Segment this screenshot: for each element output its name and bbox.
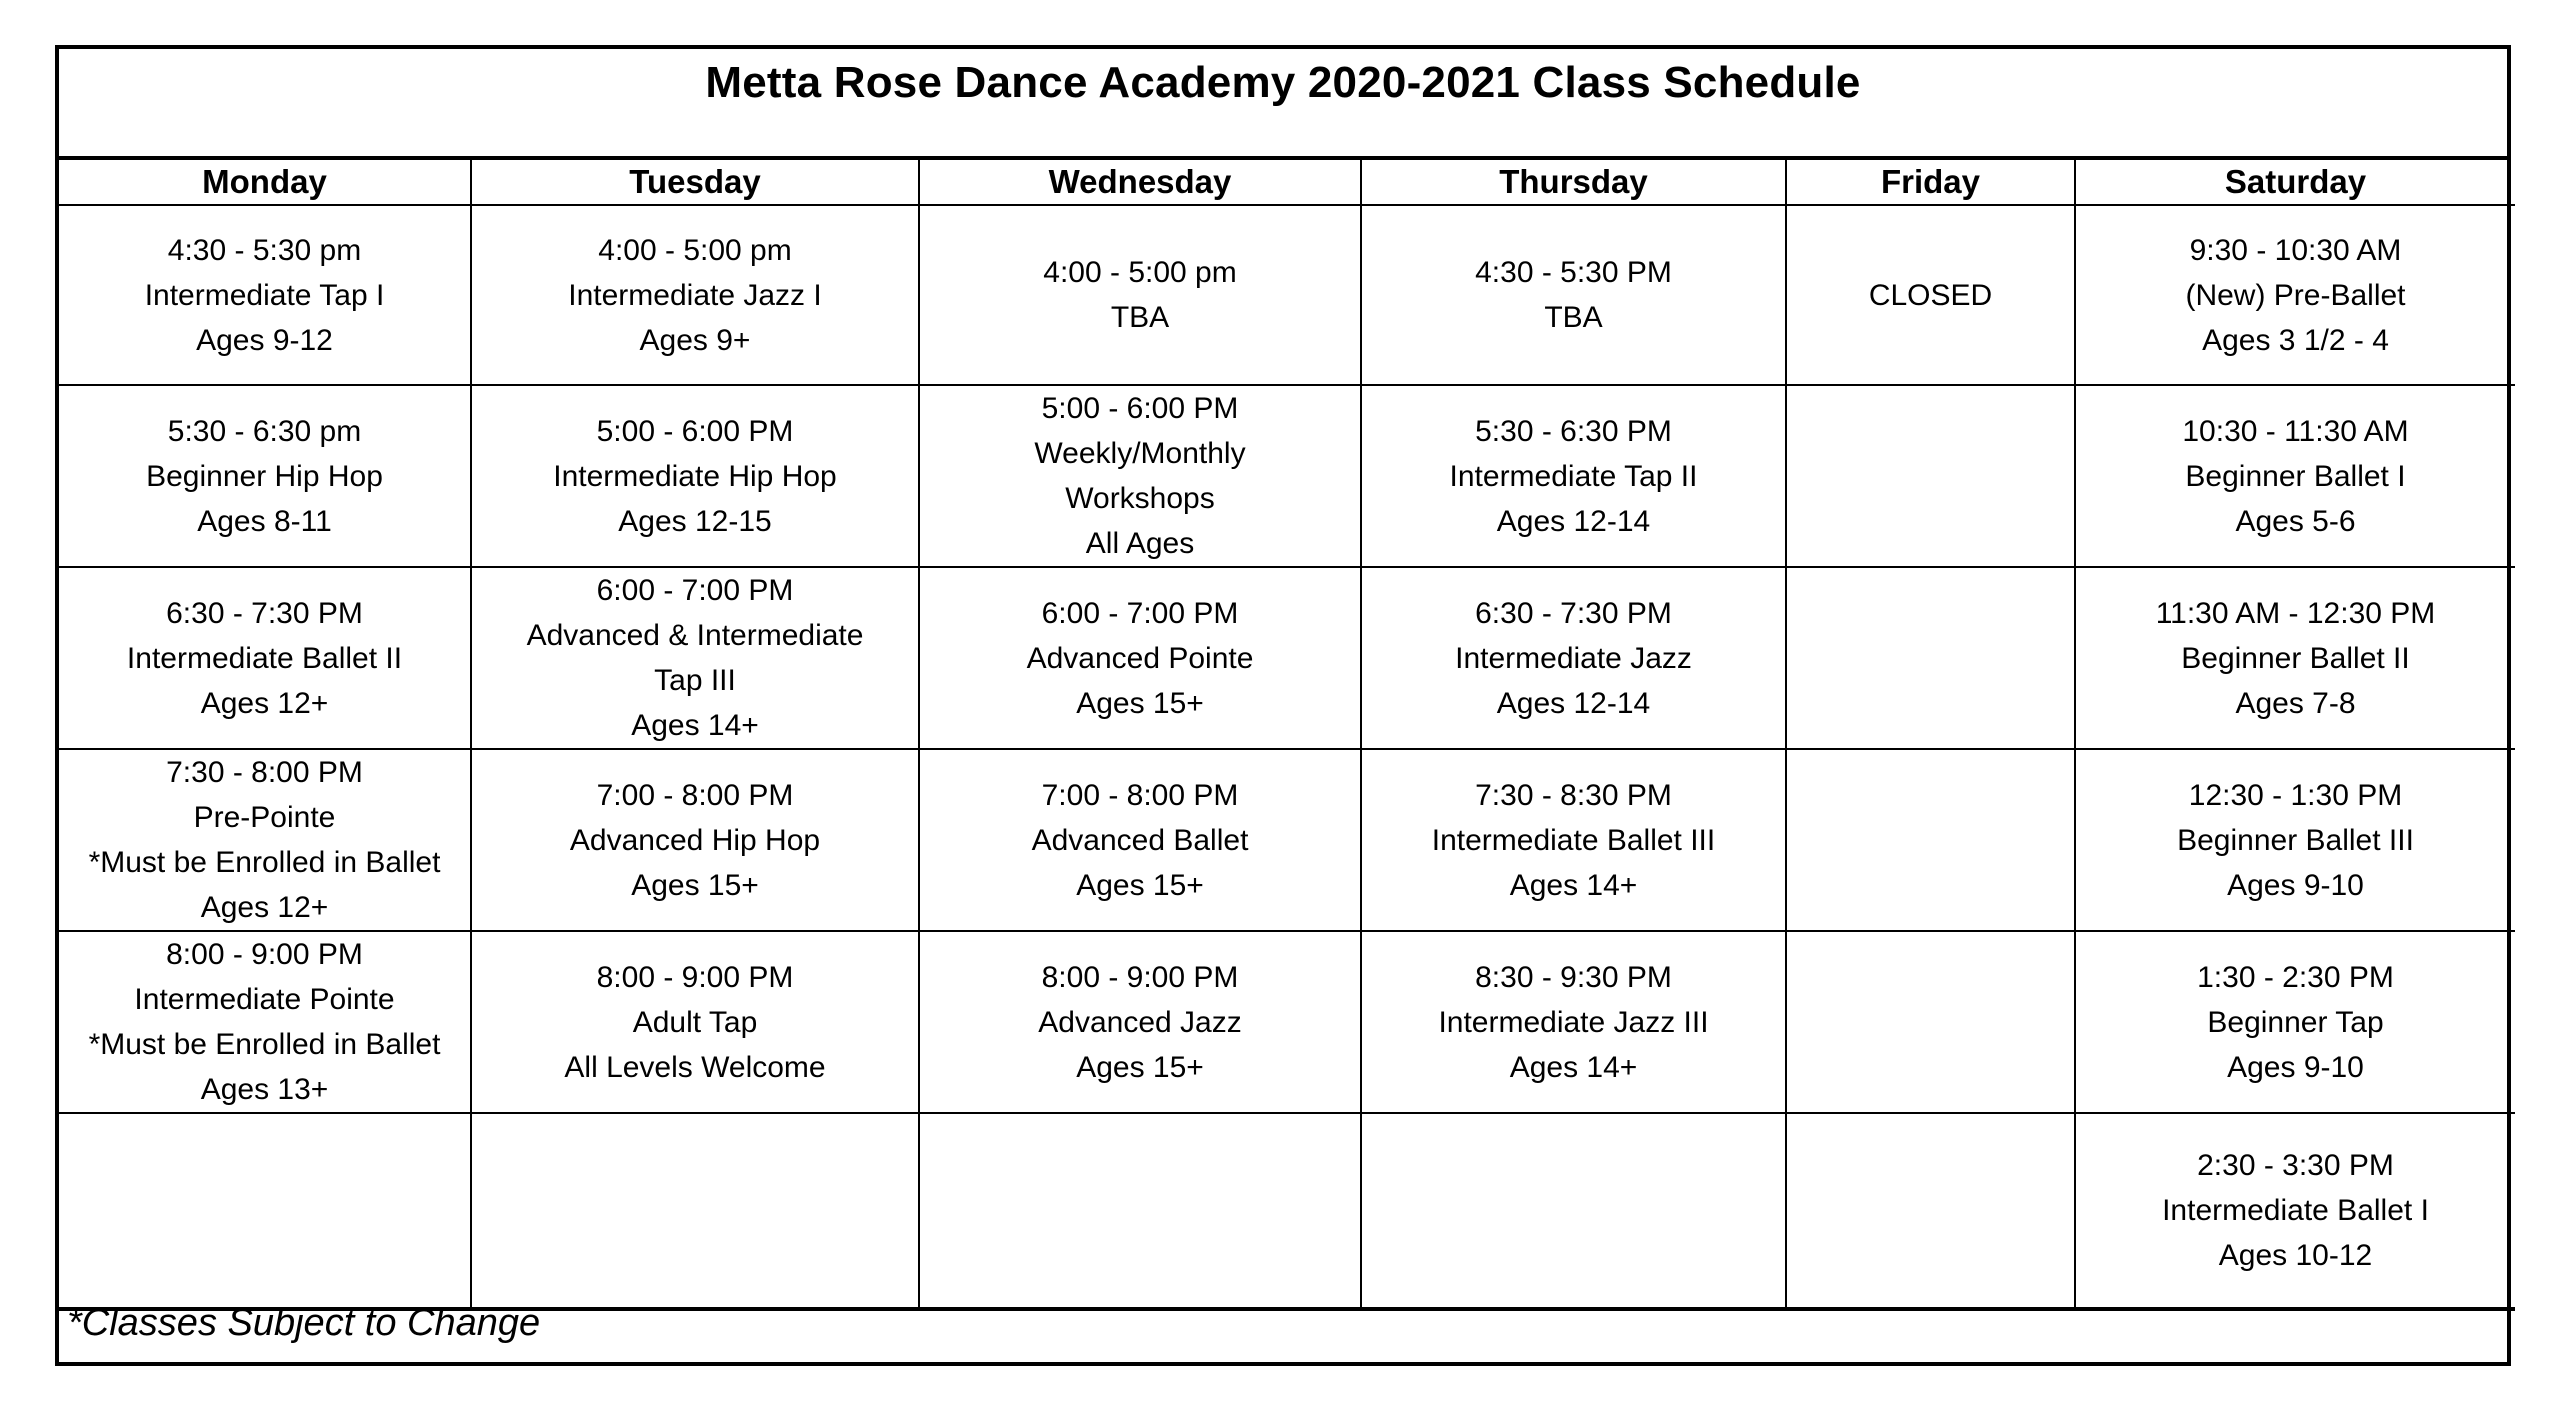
- class-detail: Ages 14+: [631, 709, 759, 742]
- class-time: 7:30 - 8:30 PM: [1475, 778, 1672, 812]
- class-time: 7:00 - 8:00 PM: [1041, 778, 1239, 812]
- class-cell-monday: [59, 385, 471, 567]
- title-bar: [59, 49, 2507, 160]
- class-entry: [1362, 591, 1785, 726]
- day-header-monday: Monday: [59, 160, 471, 205]
- class-time: 6:30 - 7:30 PM: [166, 596, 363, 630]
- schedule-row: [59, 931, 2515, 1113]
- class-detail: Workshops: [1065, 482, 1215, 515]
- class-cell-friday: [1786, 931, 2075, 1113]
- class-time: 9:30 - 10:30 AM: [2189, 233, 2402, 267]
- schedule-row: [59, 749, 2515, 931]
- class-cell-tuesday: [471, 931, 919, 1113]
- class-cell-friday: [1786, 385, 2075, 567]
- class-detail: Ages 9-12: [196, 323, 333, 357]
- class-time: 4:30 - 5:30 PM: [1475, 256, 1672, 289]
- class-detail: Beginner Ballet I: [2185, 459, 2406, 493]
- class-detail: Ages 9+: [639, 323, 751, 357]
- class-detail: Ages 15+: [1076, 868, 1204, 902]
- class-detail: Intermediate Ballet I: [2162, 1194, 2429, 1227]
- footer-note: *Classes Subject to Change: [67, 1302, 541, 1344]
- class-cell-monday: [59, 749, 471, 931]
- class-time: 8:00 - 9:00 PM: [596, 960, 794, 994]
- schedule-row: [59, 385, 2515, 567]
- class-entry: [1362, 250, 1785, 340]
- class-time: 6:30 - 7:30 PM: [1475, 596, 1672, 630]
- class-entry: [2076, 409, 2515, 544]
- schedule-row: [59, 1113, 2515, 1309]
- class-cell-thursday: [1361, 385, 1786, 567]
- class-detail: Intermediate Jazz III: [1438, 1005, 1709, 1039]
- class-entry: [59, 409, 470, 544]
- class-entry: [472, 228, 918, 363]
- class-entry: [59, 932, 470, 1112]
- schedule-body: [59, 205, 2515, 1309]
- class-entry: [2076, 228, 2515, 363]
- class-cell-monday: [59, 205, 471, 385]
- class-detail: TBA: [1110, 301, 1170, 334]
- class-detail: Ages 13+: [200, 1073, 329, 1106]
- class-entry: [1362, 955, 1785, 1090]
- class-detail: All Ages: [1085, 527, 1195, 560]
- class-time: 7:30 - 8:00 PM: [166, 756, 363, 789]
- class-cell-saturday: [2075, 567, 2515, 749]
- class-cell-tuesday: [471, 749, 919, 931]
- class-cell-wednesday: [919, 205, 1361, 385]
- class-cell-wednesday: [919, 385, 1361, 567]
- class-detail: Ages 15+: [1076, 1050, 1204, 1084]
- class-entry: [472, 773, 918, 908]
- class-time: 8:00 - 9:00 PM: [1041, 960, 1239, 994]
- class-detail: Beginner Ballet III: [2177, 823, 2414, 857]
- class-detail: Advanced Jazz: [1038, 1005, 1242, 1039]
- class-time: 5:00 - 6:00 PM: [1041, 392, 1239, 425]
- day-header-wednesday: Wednesday: [919, 160, 1361, 205]
- class-cell-friday: [1786, 749, 2075, 931]
- class-cell-tuesday: [471, 1113, 919, 1309]
- schedule-row: [59, 567, 2515, 749]
- class-detail: Intermediate Ballet II: [126, 641, 403, 675]
- class-detail: Beginner Tap: [2207, 1005, 2384, 1039]
- class-detail: Intermediate Hip Hop: [553, 459, 837, 493]
- class-time: 4:00 - 5:00 pm: [598, 233, 792, 267]
- class-detail: Adult Tap: [632, 1005, 758, 1039]
- class-detail: Intermediate Tap II: [1449, 459, 1698, 493]
- class-time: 6:00 - 7:00 PM: [1041, 596, 1239, 630]
- class-detail: TBA: [1544, 301, 1603, 334]
- class-detail: Ages 12+: [200, 891, 329, 924]
- class-time: 8:30 - 9:30 PM: [1475, 960, 1672, 994]
- class-detail: Ages 12-14: [1496, 504, 1651, 538]
- class-detail: Ages 7-8: [2235, 686, 2356, 720]
- class-cell-saturday: [2075, 749, 2515, 931]
- class-cell-saturday: [2075, 205, 2515, 385]
- class-cell-wednesday: [919, 1113, 1361, 1309]
- class-detail: Beginner Hip Hop: [146, 459, 383, 493]
- class-cell-wednesday: [919, 931, 1361, 1113]
- day-header-row: [59, 160, 2515, 205]
- class-time: 8:00 - 9:00 PM: [166, 938, 363, 971]
- class-detail: *Must be Enrolled in Ballet: [88, 1028, 441, 1061]
- class-cell-saturday: [2075, 931, 2515, 1113]
- class-detail: Ages 12-15: [618, 504, 772, 538]
- class-entry: [472, 955, 918, 1090]
- class-detail: Advanced Hip Hop: [569, 823, 821, 857]
- class-detail: Ages 9-10: [2227, 1050, 2364, 1084]
- class-detail: Beginner Ballet II: [2181, 641, 2410, 675]
- class-detail: (New) Pre-Ballet: [2185, 278, 2406, 312]
- class-time: 1:30 - 2:30 PM: [2197, 960, 2394, 994]
- class-entry: [920, 773, 1360, 908]
- class-cell-wednesday: [919, 749, 1361, 931]
- class-time: 2:30 - 3:30 PM: [2197, 1149, 2394, 1182]
- class-detail: Intermediate Pointe: [134, 983, 395, 1016]
- class-cell-tuesday: [471, 385, 919, 567]
- class-detail: Ages 3 1/2 - 4: [2202, 323, 2389, 357]
- day-header-saturday: Saturday: [2075, 160, 2515, 205]
- class-cell-tuesday: [471, 205, 919, 385]
- class-detail: Ages 14+: [1509, 868, 1638, 902]
- class-detail: Ages 5-6: [2235, 504, 2356, 538]
- class-detail: Advanced & Intermediate: [526, 619, 864, 652]
- class-detail: Ages 12+: [200, 686, 329, 720]
- class-entry: [920, 250, 1360, 340]
- class-entry: [1362, 409, 1785, 544]
- class-time: 10:30 - 11:30 AM: [2182, 414, 2409, 448]
- class-detail: Ages 15+: [631, 868, 759, 902]
- class-time: 6:00 - 7:00 PM: [596, 574, 794, 607]
- class-detail: Advanced Ballet: [1031, 823, 1249, 857]
- class-cell-saturday: [2075, 385, 2515, 567]
- class-detail: *Must be Enrolled in Ballet: [88, 846, 441, 879]
- class-detail: Advanced Pointe: [1026, 641, 1254, 675]
- class-time: 4:30 - 5:30 pm: [167, 233, 362, 267]
- schedule-table: [59, 160, 2515, 1311]
- class-entry: [59, 750, 470, 930]
- day-header-friday: Friday: [1786, 160, 2075, 205]
- schedule-sheet: [55, 45, 2511, 1366]
- class-time: 5:30 - 6:30 PM: [1475, 414, 1672, 448]
- class-detail: Intermediate Jazz: [1455, 641, 1692, 675]
- class-time: 7:00 - 8:00 PM: [596, 778, 794, 812]
- class-cell-monday: [59, 567, 471, 749]
- class-detail: Intermediate Tap I: [144, 278, 385, 312]
- class-entry: [1362, 773, 1785, 908]
- class-cell-thursday: [1361, 205, 1786, 385]
- class-time: 5:00 - 6:00 PM: [596, 414, 794, 448]
- class-entry: [2076, 591, 2515, 726]
- class-cell-thursday: [1361, 1113, 1786, 1309]
- class-time: 5:30 - 6:30 pm: [167, 414, 362, 448]
- class-detail: Ages 14+: [1509, 1050, 1638, 1084]
- class-entry: [1787, 273, 2074, 318]
- class-time: CLOSED: [1868, 278, 1993, 312]
- class-time: 11:30 AM - 12:30 PM: [2155, 596, 2436, 630]
- class-entry: [920, 591, 1360, 726]
- class-detail: Ages 15+: [1076, 686, 1204, 720]
- class-entry: [59, 228, 470, 363]
- class-cell-thursday: [1361, 567, 1786, 749]
- class-entry: [472, 409, 918, 544]
- day-header-tuesday: Tuesday: [471, 160, 919, 205]
- schedule-row: [59, 205, 2515, 385]
- class-cell-monday: [59, 1113, 471, 1309]
- class-cell-friday: [1786, 1113, 2075, 1309]
- class-cell-thursday: [1361, 749, 1786, 931]
- day-header-thursday: Thursday: [1361, 160, 1786, 205]
- class-cell-thursday: [1361, 931, 1786, 1113]
- class-entry: [920, 955, 1360, 1090]
- class-time: 12:30 - 1:30 PM: [2188, 778, 2403, 812]
- class-detail: All Levels Welcome: [564, 1050, 826, 1084]
- class-cell-wednesday: [919, 567, 1361, 749]
- class-detail: Weekly/Monthly: [1034, 437, 1246, 470]
- class-detail: Tap III: [654, 664, 736, 697]
- class-detail: Ages 12-14: [1496, 686, 1651, 720]
- class-entry: [2076, 1143, 2515, 1278]
- class-cell-friday: [1786, 205, 2075, 385]
- class-detail: Pre-Pointe: [193, 801, 336, 834]
- class-entry: [2076, 955, 2515, 1090]
- class-entry: [59, 591, 470, 726]
- page-title: Metta Rose Dance Academy 2020-2021 Class Schedule: [705, 58, 1861, 107]
- class-entry: [2076, 773, 2515, 908]
- class-detail: Ages 8-11: [197, 504, 332, 538]
- class-time: 4:00 - 5:00 pm: [1043, 256, 1237, 289]
- class-entry: [920, 386, 1360, 566]
- class-cell-tuesday: [471, 567, 919, 749]
- class-entry: [472, 568, 918, 748]
- class-cell-saturday: [2075, 1113, 2515, 1309]
- class-detail: Ages 9-10: [2227, 868, 2364, 902]
- class-cell-friday: [1786, 567, 2075, 749]
- class-cell-monday: [59, 931, 471, 1113]
- class-detail: Intermediate Ballet III: [1431, 823, 1716, 857]
- class-detail: Ages 10-12: [2218, 1239, 2373, 1272]
- class-detail: Intermediate Jazz I: [568, 278, 822, 312]
